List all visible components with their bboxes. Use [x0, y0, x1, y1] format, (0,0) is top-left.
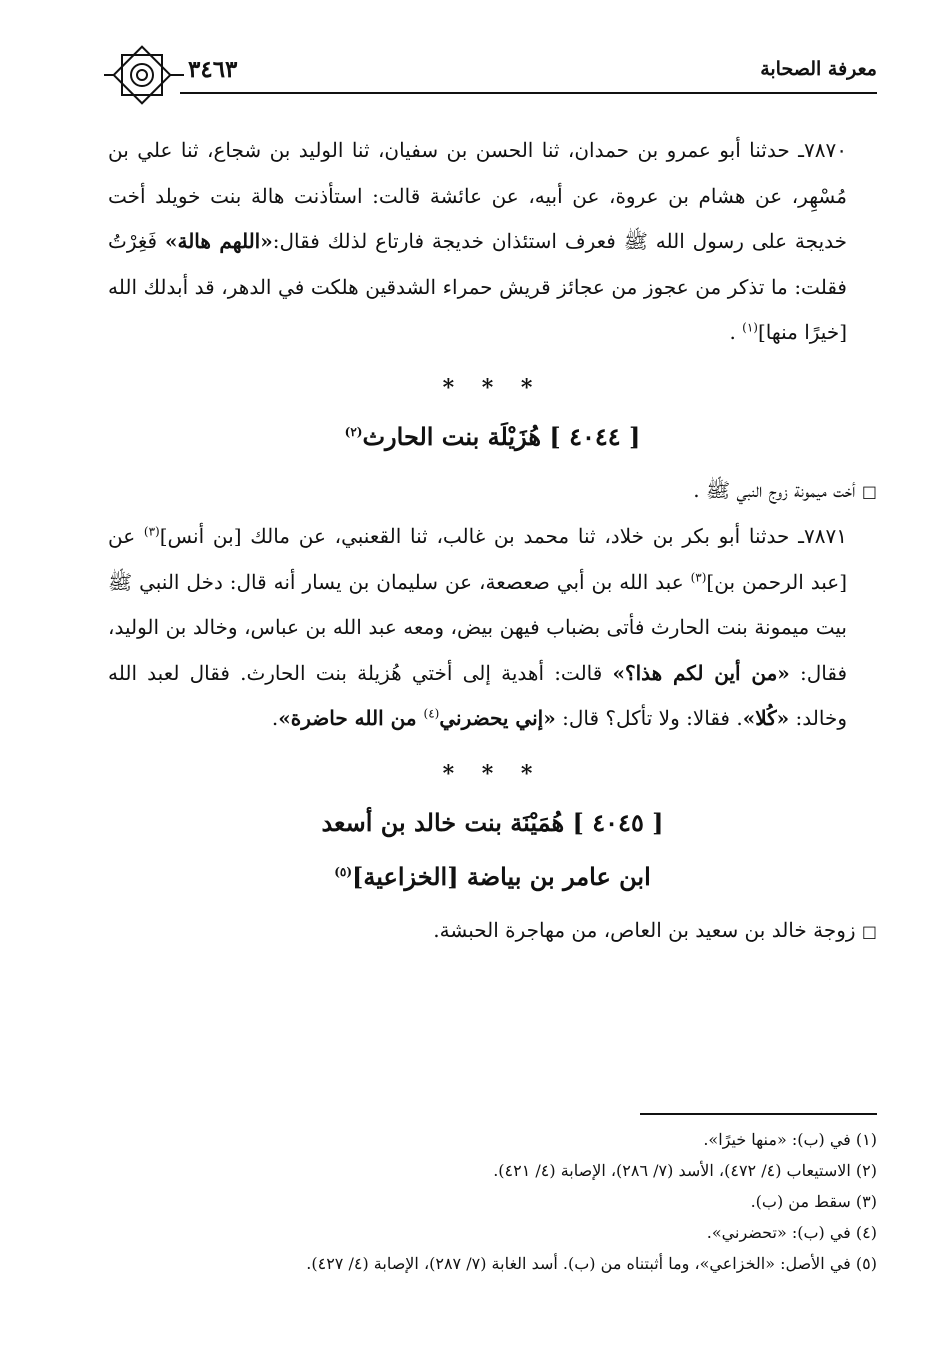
hadith-7871-quote2: «كُلا» — [742, 706, 790, 730]
hadith-7870-end: . — [729, 320, 743, 344]
footnote-2: (٢) الاستيعاب (٤/ ٤٧٢)، الأسد (٧/ ٢٨٦)، الإصابة (٤/ ٤٢١). — [493, 1161, 877, 1180]
footnote-ref-3b: (٣) — [690, 569, 707, 584]
header-rule — [180, 92, 877, 94]
page-number: ٣٤٦٣ — [188, 56, 238, 83]
footnote-ref-5: (٥) — [334, 864, 353, 879]
page-header — [100, 40, 877, 112]
hadith-7871-end: . — [271, 706, 279, 730]
book-title: معرفة الصحابة — [760, 58, 877, 80]
page-content — [108, 128, 877, 954]
hadith-7871-quote1: «من أين لكم هذا؟» — [612, 660, 790, 685]
footnote-1: (١) في (ب): «منها خيرًا». — [703, 1130, 877, 1149]
hadith-7871-part5: . فقالا: ولا تأكل؟ قال: — [555, 706, 743, 730]
hadith-7871-quote3b: من الله حاضرة» — [278, 706, 424, 730]
footnote-3: (٣) سقط من (ب). — [750, 1192, 877, 1211]
footnote-ref-4: (٤) — [423, 706, 440, 721]
square-bullet-icon: □ — [861, 481, 877, 501]
hadith-7871-part1: ٧٨٧١ـ حدثنا أبو بكر بن خلاد، ثنا محمد بن غالب، ثنا القعنبي، عن مالك [بن أنس] — [159, 524, 847, 548]
footnote-ref-2: (٢) — [344, 424, 363, 439]
octagram-ornament-icon — [100, 40, 184, 112]
footnote-rule — [640, 1113, 877, 1115]
footnotes — [108, 1124, 877, 1279]
section-separator-2: * * * — [442, 760, 543, 787]
hadith-7871-quote3a: «إني يحضرني — [439, 706, 556, 730]
section-separator: * * * — [442, 374, 543, 401]
hadith-7870-quote: «اللهم هالة» — [164, 229, 273, 253]
hadith-7871 — [108, 514, 877, 742]
hadith-7870 — [108, 128, 877, 356]
entry-4045-title — [108, 796, 877, 904]
hadith-7870-text2: فَغِرْتُ فقلت: ما تذكر من عجوز من عجائز قريش حمراء الشدقين هلكت في الدهر، قد أبدلك الله [خيرًا منها] — [108, 229, 847, 344]
entry-4045-description — [108, 908, 877, 955]
entry-4044-description — [108, 468, 877, 515]
hadith-7870-text: ٧٨٧٠ـ حدثنا أبو عمرو بن حمدان، ثنا الحسن بن سفيان، ثنا الوليد بن شجاع، ثنا علي بن مُسْهِر، عن هشام بن عروة، عن أبيه، عن عائشة قالت: استأذنت هالة بنت خويلد أخت خديجة على رسول الله ﷺ فعرف استئذان خديجة فارتاع لذلك فقال: — [108, 138, 847, 253]
entry-4045-desc-text: زوجة خالد بن سعيد بن العاص، من مهاجرة الحبشة. — [433, 917, 856, 942]
square-bullet-icon-2: □ — [861, 921, 877, 941]
hadith-7871-part4: قالت: أهدية إلى أختي هُزيلة بنت الحارث. فقال لعبد الله وخالد: — [108, 660, 847, 730]
footnote-5: (٥) في الأصل: «الخزاعي»، وما أثبتناه من (ب). أسد الغابة (٧/ ٢٨٧)، الإصابة (٤/ ٤٢٧). — [306, 1254, 877, 1273]
footnote-ref-3a: (٣) — [143, 524, 160, 539]
entry-4045-title-line1: [ ٤٠٤٥ ] هُمَيْنَة بنت خالد بن أسعد — [321, 807, 664, 837]
entry-4045-title-line2-wrap — [108, 850, 877, 904]
entry-4045-title-line2: ابن عامر بن بياضة [الخزاعية] — [352, 861, 651, 891]
hadith-7871-part3: عبد الله بن أبي صعصعة، عن سليمان بن يسار أنه قال: دخل النبي ﷺ بيت ميمونة بنت الحارث فأتى بضباب فيهن بيض، ومعه عبد الله بن عباس، وخالد بن الوليد، فقال: — [108, 569, 848, 685]
entry-4044-desc-text: أخت ميمونة زوج النبي ﷺ . — [693, 477, 856, 502]
hadith-7871-part2: عن [عبد الرحمن بن] — [108, 524, 847, 594]
entry-4044-title — [108, 410, 877, 464]
footnote-4: (٤) في (ب): «تحضرني». — [706, 1223, 877, 1242]
footnote-ref-1: (١) — [742, 320, 758, 335]
entry-4044-title-text: [ ٤٠٤٤ ] هُزَيْلَة بنت الحارث — [362, 421, 641, 451]
